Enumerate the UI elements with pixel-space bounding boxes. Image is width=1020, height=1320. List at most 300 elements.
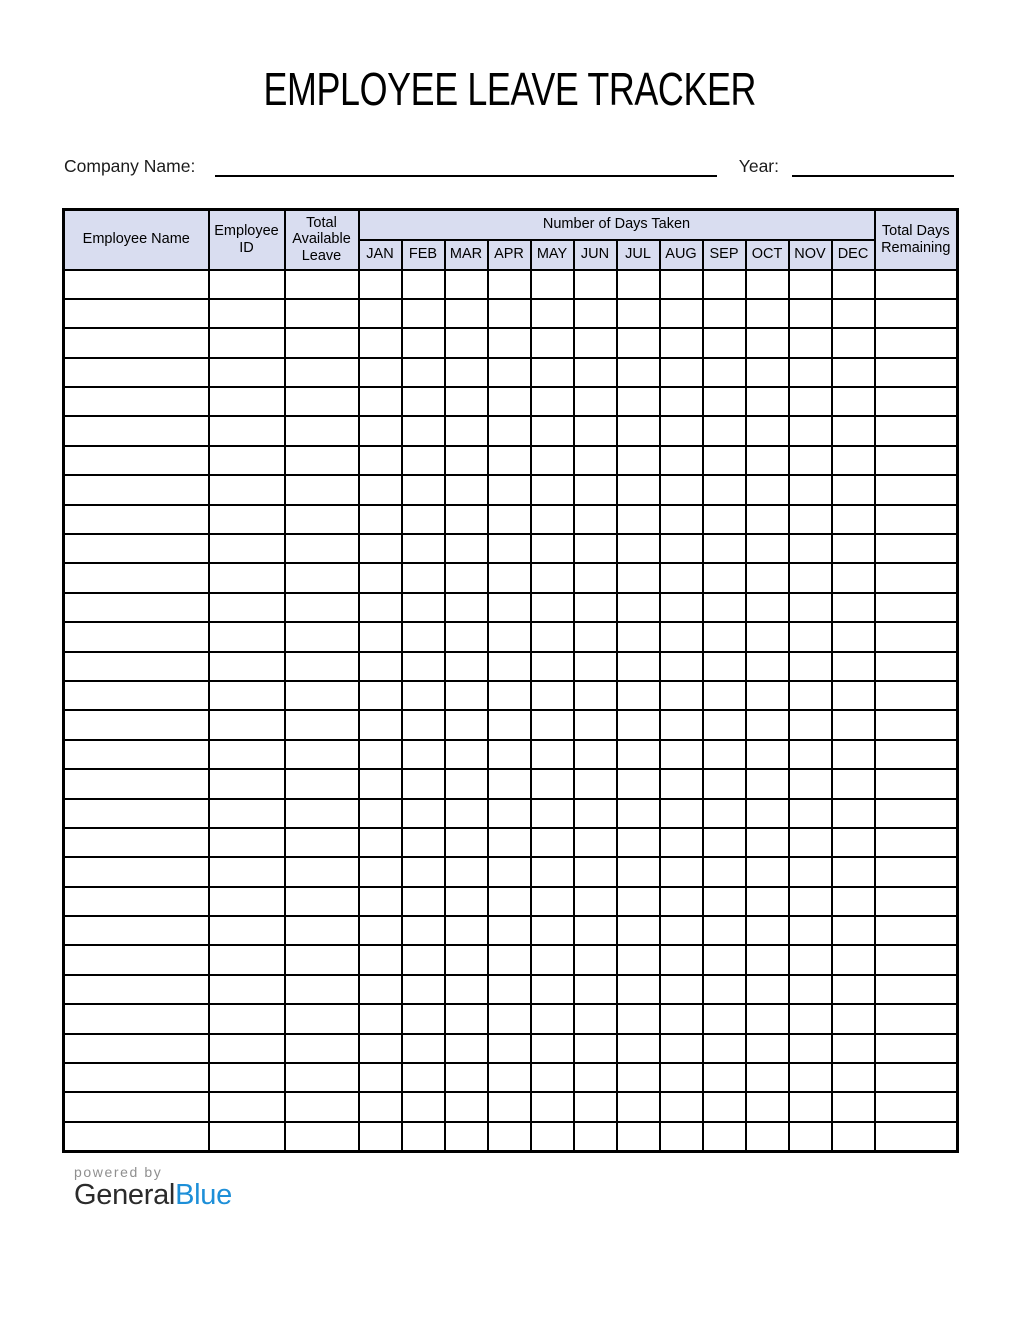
- empty-cell: [209, 916, 285, 945]
- empty-cell: [445, 799, 488, 828]
- company-name-label: Company Name:: [64, 156, 196, 176]
- empty-cell: [402, 328, 445, 357]
- empty-cell: [617, 1122, 660, 1151]
- empty-cell: [359, 1034, 402, 1063]
- empty-cell: [875, 358, 958, 387]
- empty-cell: [574, 740, 617, 769]
- empty-cell: [64, 681, 209, 710]
- table-row: [64, 828, 958, 857]
- empty-cell: [789, 328, 832, 357]
- empty-cell: [359, 975, 402, 1004]
- month-header-sep: SEP: [703, 240, 746, 270]
- empty-cell: [531, 416, 574, 445]
- empty-cell: [209, 622, 285, 651]
- empty-cell: [531, 740, 574, 769]
- empty-cell: [285, 1034, 359, 1063]
- table-row: [64, 1034, 958, 1063]
- empty-cell: [617, 945, 660, 974]
- empty-cell: [875, 887, 958, 916]
- empty-cell: [209, 563, 285, 592]
- empty-cell: [574, 534, 617, 563]
- empty-cell: [832, 828, 875, 857]
- empty-cell: [703, 1034, 746, 1063]
- empty-cell: [64, 505, 209, 534]
- empty-cell: [445, 1092, 488, 1121]
- table-row: [64, 1122, 958, 1151]
- empty-cell: [359, 328, 402, 357]
- empty-cell: [285, 534, 359, 563]
- empty-cell: [789, 857, 832, 886]
- empty-cell: [746, 916, 789, 945]
- empty-cell: [445, 270, 488, 299]
- empty-cell: [488, 857, 531, 886]
- empty-cell: [746, 828, 789, 857]
- empty-cell: [875, 593, 958, 622]
- empty-cell: [703, 828, 746, 857]
- empty-cell: [746, 799, 789, 828]
- empty-cell: [64, 975, 209, 1004]
- empty-cell: [746, 740, 789, 769]
- empty-cell: [445, 1034, 488, 1063]
- empty-cell: [531, 887, 574, 916]
- empty-cell: [832, 945, 875, 974]
- empty-cell: [832, 475, 875, 504]
- empty-cell: [445, 563, 488, 592]
- empty-cell: [488, 328, 531, 357]
- table-row: [64, 328, 958, 357]
- empty-cell: [617, 563, 660, 592]
- empty-cell: [285, 593, 359, 622]
- empty-cell: [660, 622, 703, 651]
- empty-cell: [875, 681, 958, 710]
- table-row: [64, 710, 958, 739]
- empty-cell: [64, 887, 209, 916]
- empty-cell: [531, 1034, 574, 1063]
- empty-cell: [789, 475, 832, 504]
- empty-cell: [285, 975, 359, 1004]
- empty-cell: [660, 945, 703, 974]
- column-header-employee-name: Employee Name: [64, 210, 209, 270]
- empty-cell: [789, 416, 832, 445]
- empty-cell: [488, 416, 531, 445]
- empty-cell: [209, 1004, 285, 1033]
- empty-cell: [574, 799, 617, 828]
- empty-cell: [488, 446, 531, 475]
- empty-cell: [617, 1092, 660, 1121]
- table-row: [64, 358, 958, 387]
- empty-cell: [617, 593, 660, 622]
- empty-cell: [285, 270, 359, 299]
- empty-cell: [209, 270, 285, 299]
- empty-cell: [746, 1063, 789, 1092]
- empty-cell: [875, 416, 958, 445]
- empty-cell: [660, 358, 703, 387]
- empty-cell: [703, 945, 746, 974]
- empty-cell: [285, 1063, 359, 1092]
- empty-cell: [789, 710, 832, 739]
- empty-cell: [789, 358, 832, 387]
- empty-cell: [746, 1122, 789, 1151]
- empty-cell: [359, 740, 402, 769]
- empty-cell: [64, 328, 209, 357]
- empty-cell: [703, 387, 746, 416]
- empty-cell: [531, 945, 574, 974]
- empty-cell: [832, 681, 875, 710]
- table-row: [64, 799, 958, 828]
- empty-cell: [574, 1034, 617, 1063]
- empty-cell: [359, 270, 402, 299]
- empty-cell: [789, 270, 832, 299]
- empty-cell: [359, 563, 402, 592]
- table-row: [64, 1092, 958, 1121]
- empty-cell: [531, 681, 574, 710]
- empty-cell: [359, 1122, 402, 1151]
- empty-cell: [660, 740, 703, 769]
- empty-cell: [746, 1004, 789, 1033]
- empty-cell: [832, 652, 875, 681]
- empty-cell: [660, 475, 703, 504]
- company-name-field: [215, 157, 717, 177]
- empty-cell: [64, 446, 209, 475]
- empty-cell: [875, 328, 958, 357]
- empty-cell: [209, 799, 285, 828]
- powered-by-text: powered by: [74, 1163, 163, 1180]
- table-row: [64, 916, 958, 945]
- empty-cell: [746, 1034, 789, 1063]
- month-header-dec: DEC: [832, 240, 875, 270]
- empty-cell: [531, 299, 574, 328]
- empty-cell: [488, 593, 531, 622]
- empty-cell: [285, 475, 359, 504]
- empty-cell: [875, 563, 958, 592]
- year-field: [792, 157, 954, 177]
- empty-cell: [832, 916, 875, 945]
- empty-cell: [574, 945, 617, 974]
- empty-cell: [660, 387, 703, 416]
- empty-cell: [445, 299, 488, 328]
- empty-cell: [617, 534, 660, 563]
- empty-cell: [531, 857, 574, 886]
- empty-cell: [488, 475, 531, 504]
- empty-cell: [359, 475, 402, 504]
- empty-cell: [285, 446, 359, 475]
- empty-cell: [746, 652, 789, 681]
- empty-cell: [209, 475, 285, 504]
- empty-cell: [445, 534, 488, 563]
- empty-cell: [488, 299, 531, 328]
- empty-cell: [660, 593, 703, 622]
- empty-cell: [617, 475, 660, 504]
- empty-cell: [875, 534, 958, 563]
- empty-cell: [445, 916, 488, 945]
- empty-cell: [209, 358, 285, 387]
- header-row-top: [64, 210, 958, 240]
- empty-cell: [531, 828, 574, 857]
- empty-cell: [488, 1004, 531, 1033]
- empty-cell: [402, 1122, 445, 1151]
- empty-cell: [285, 622, 359, 651]
- empty-cell: [488, 975, 531, 1004]
- empty-cell: [285, 1092, 359, 1121]
- table-row: [64, 505, 958, 534]
- empty-cell: [488, 828, 531, 857]
- empty-cell: [746, 710, 789, 739]
- empty-cell: [789, 652, 832, 681]
- empty-cell: [660, 446, 703, 475]
- empty-cell: [703, 1063, 746, 1092]
- month-header-nov: NOV: [789, 240, 832, 270]
- empty-cell: [64, 1034, 209, 1063]
- table-row: [64, 270, 958, 299]
- empty-cell: [875, 475, 958, 504]
- empty-cell: [445, 505, 488, 534]
- empty-cell: [209, 945, 285, 974]
- empty-cell: [359, 534, 402, 563]
- empty-cell: [832, 740, 875, 769]
- empty-cell: [209, 652, 285, 681]
- empty-cell: [209, 681, 285, 710]
- empty-cell: [789, 975, 832, 1004]
- empty-cell: [832, 1004, 875, 1033]
- empty-cell: [359, 416, 402, 445]
- empty-cell: [789, 505, 832, 534]
- empty-cell: [285, 1004, 359, 1033]
- table-row: [64, 681, 958, 710]
- empty-cell: [832, 1122, 875, 1151]
- empty-cell: [488, 710, 531, 739]
- empty-cell: [402, 387, 445, 416]
- month-header-may: MAY: [531, 240, 574, 270]
- table-row: [64, 563, 958, 592]
- empty-cell: [402, 593, 445, 622]
- empty-cell: [402, 299, 445, 328]
- empty-cell: [209, 975, 285, 1004]
- empty-cell: [488, 1092, 531, 1121]
- empty-cell: [660, 328, 703, 357]
- empty-cell: [402, 710, 445, 739]
- empty-cell: [531, 916, 574, 945]
- empty-cell: [402, 828, 445, 857]
- empty-cell: [746, 681, 789, 710]
- month-header-mar: MAR: [445, 240, 488, 270]
- empty-cell: [531, 328, 574, 357]
- empty-cell: [703, 681, 746, 710]
- empty-cell: [617, 622, 660, 651]
- empty-cell: [488, 916, 531, 945]
- empty-cell: [574, 681, 617, 710]
- empty-cell: [402, 740, 445, 769]
- empty-cell: [746, 387, 789, 416]
- empty-cell: [445, 475, 488, 504]
- empty-cell: [832, 534, 875, 563]
- empty-cell: [617, 740, 660, 769]
- empty-cell: [402, 887, 445, 916]
- empty-cell: [64, 593, 209, 622]
- table-row: [64, 1063, 958, 1092]
- empty-cell: [574, 358, 617, 387]
- empty-cell: [574, 270, 617, 299]
- empty-cell: [359, 769, 402, 798]
- empty-cell: [574, 1063, 617, 1092]
- table-row: [64, 740, 958, 769]
- empty-cell: [402, 270, 445, 299]
- empty-cell: [660, 975, 703, 1004]
- empty-cell: [209, 887, 285, 916]
- empty-cell: [402, 358, 445, 387]
- generalblue-logo: [74, 1180, 1020, 1210]
- empty-cell: [209, 857, 285, 886]
- empty-cell: [359, 505, 402, 534]
- empty-cell: [789, 769, 832, 798]
- empty-cell: [488, 505, 531, 534]
- empty-cell: [359, 1092, 402, 1121]
- month-header-jul: JUL: [617, 240, 660, 270]
- table-row: [64, 446, 958, 475]
- empty-cell: [64, 416, 209, 445]
- empty-cell: [531, 475, 574, 504]
- empty-cell: [209, 328, 285, 357]
- table-row: [64, 387, 958, 416]
- empty-cell: [875, 387, 958, 416]
- empty-cell: [660, 416, 703, 445]
- empty-cell: [789, 945, 832, 974]
- column-header-employee-id: Employee ID: [209, 210, 285, 270]
- empty-cell: [617, 505, 660, 534]
- empty-cell: [445, 652, 488, 681]
- empty-cell: [445, 1004, 488, 1033]
- empty-cell: [359, 681, 402, 710]
- empty-cell: [875, 1004, 958, 1033]
- table-row: [64, 975, 958, 1004]
- empty-cell: [402, 446, 445, 475]
- empty-cell: [285, 769, 359, 798]
- empty-cell: [209, 828, 285, 857]
- empty-cell: [789, 1122, 832, 1151]
- table-row: [64, 475, 958, 504]
- empty-cell: [402, 945, 445, 974]
- month-header-apr: APR: [488, 240, 531, 270]
- empty-cell: [617, 887, 660, 916]
- empty-cell: [402, 681, 445, 710]
- empty-cell: [617, 358, 660, 387]
- empty-cell: [285, 1122, 359, 1151]
- empty-cell: [64, 799, 209, 828]
- empty-cell: [531, 270, 574, 299]
- empty-cell: [64, 769, 209, 798]
- empty-cell: [64, 1122, 209, 1151]
- empty-cell: [574, 916, 617, 945]
- empty-cell: [746, 622, 789, 651]
- empty-cell: [789, 916, 832, 945]
- empty-cell: [746, 945, 789, 974]
- empty-cell: [875, 299, 958, 328]
- empty-cell: [875, 740, 958, 769]
- empty-cell: [574, 652, 617, 681]
- empty-cell: [209, 446, 285, 475]
- empty-cell: [445, 328, 488, 357]
- empty-cell: [402, 1092, 445, 1121]
- table-row: [64, 652, 958, 681]
- empty-cell: [402, 857, 445, 886]
- empty-cell: [445, 887, 488, 916]
- empty-cell: [445, 1063, 488, 1092]
- empty-cell: [64, 710, 209, 739]
- table-row: [64, 622, 958, 651]
- empty-cell: [703, 622, 746, 651]
- empty-cell: [531, 710, 574, 739]
- empty-cell: [488, 270, 531, 299]
- empty-cell: [746, 857, 789, 886]
- empty-cell: [832, 328, 875, 357]
- empty-cell: [875, 270, 958, 299]
- empty-cell: [703, 652, 746, 681]
- empty-cell: [617, 769, 660, 798]
- empty-cell: [359, 799, 402, 828]
- empty-cell: [445, 387, 488, 416]
- empty-cell: [209, 387, 285, 416]
- empty-cell: [488, 387, 531, 416]
- empty-cell: [617, 328, 660, 357]
- empty-cell: [746, 270, 789, 299]
- empty-cell: [488, 652, 531, 681]
- empty-cell: [209, 505, 285, 534]
- empty-cell: [703, 475, 746, 504]
- empty-cell: [703, 769, 746, 798]
- empty-cell: [64, 358, 209, 387]
- empty-cell: [703, 270, 746, 299]
- empty-cell: [789, 828, 832, 857]
- empty-cell: [488, 534, 531, 563]
- empty-cell: [64, 534, 209, 563]
- empty-cell: [875, 1122, 958, 1151]
- empty-cell: [285, 652, 359, 681]
- empty-cell: [789, 887, 832, 916]
- page-title: EMPLOYEE LEAVE TRACKER: [263, 63, 757, 115]
- empty-cell: [703, 710, 746, 739]
- empty-cell: [285, 358, 359, 387]
- empty-cell: [660, 769, 703, 798]
- table-header: [64, 210, 958, 270]
- empty-cell: [832, 887, 875, 916]
- empty-cell: [359, 710, 402, 739]
- empty-cell: [617, 857, 660, 886]
- empty-cell: [488, 740, 531, 769]
- empty-cell: [574, 475, 617, 504]
- empty-cell: [64, 828, 209, 857]
- empty-cell: [832, 1092, 875, 1121]
- month-header-oct: OCT: [746, 240, 789, 270]
- empty-cell: [660, 681, 703, 710]
- month-header-jun: JUN: [574, 240, 617, 270]
- empty-cell: [359, 593, 402, 622]
- empty-cell: [359, 916, 402, 945]
- empty-cell: [875, 1092, 958, 1121]
- empty-cell: [875, 622, 958, 651]
- empty-cell: [617, 916, 660, 945]
- empty-cell: [209, 1122, 285, 1151]
- empty-cell: [746, 416, 789, 445]
- empty-cell: [703, 1122, 746, 1151]
- empty-cell: [402, 534, 445, 563]
- empty-cell: [402, 652, 445, 681]
- empty-cell: [789, 387, 832, 416]
- empty-cell: [617, 1034, 660, 1063]
- empty-cell: [660, 1092, 703, 1121]
- empty-cell: [832, 593, 875, 622]
- empty-cell: [445, 446, 488, 475]
- empty-cell: [832, 416, 875, 445]
- empty-cell: [402, 1004, 445, 1033]
